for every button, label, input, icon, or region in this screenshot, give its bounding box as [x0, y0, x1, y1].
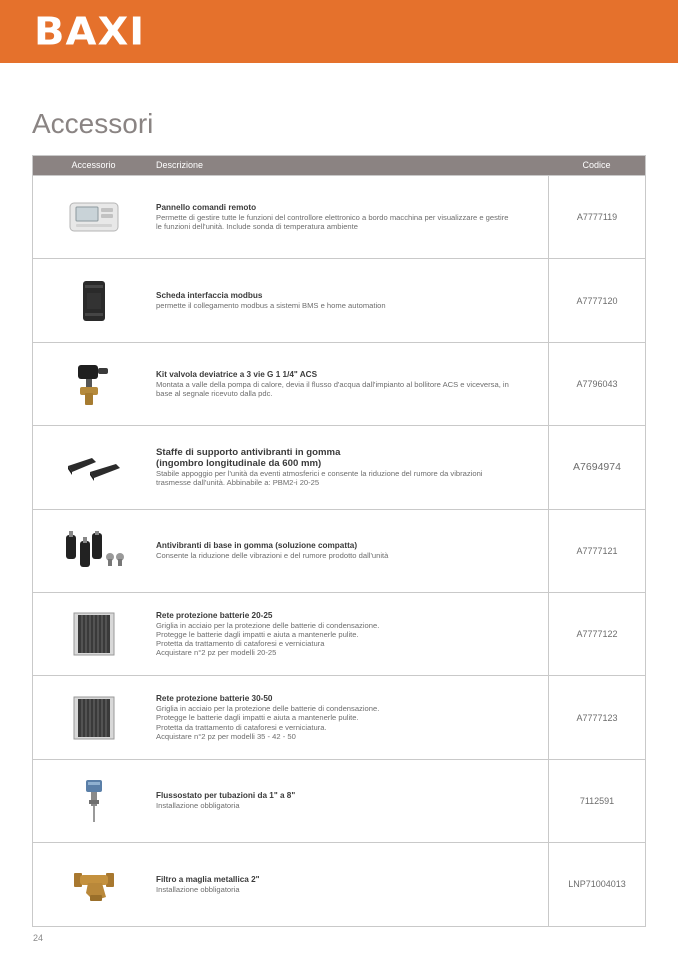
item-description-line: Stabile appoggio per l'unità da eventi atmosferici e consente la riduzione del rumore da vibrazioni [156, 469, 483, 479]
coil-protection-grid-icon [72, 611, 116, 657]
accessory-image-cell [33, 343, 154, 425]
accessory-image-cell [33, 426, 154, 508]
table-row [33, 675, 645, 758]
accessory-image-cell [33, 676, 154, 758]
table-row [33, 425, 645, 508]
description-cell [154, 843, 548, 925]
item-title: Rete protezione batterie 30-50 [156, 693, 273, 703]
product-code: A7796043 [548, 343, 645, 425]
metal-mesh-filter-icon [72, 865, 116, 903]
description-cell [154, 343, 548, 425]
description-cell [154, 259, 548, 341]
accessory-image-cell [33, 510, 154, 592]
item-description-line: Consente la riduzione delle vibrazioni e del rumore prodotto dall'unità [156, 551, 389, 561]
brand-logo: BAXI [34, 10, 146, 54]
table-row [33, 175, 645, 258]
item-title: Flussostato per tubazioni da 1" a 8" [156, 791, 296, 801]
item-title: Kit valvola deviatrice a 3 vie G 1 1/4" ACS [156, 369, 318, 379]
item-description-line: Protetta da trattamento di cataforesi e verniciatura. [156, 722, 327, 732]
item-description-line: Protegge le batterie dagli impatti e aiuta a mantenerle pulite. [156, 629, 359, 639]
product-code: LNP71004013 [548, 843, 645, 925]
accessory-image-cell [33, 760, 154, 842]
item-title: Rete protezione batterie 20-25 [156, 610, 273, 620]
item-subtitle: (ingombro longitudinale da 600 mm) [156, 458, 322, 470]
item-description-line: Installazione obbligatoria [156, 884, 240, 894]
product-code: A7694974 [548, 426, 645, 508]
column-header-code: Codice [582, 160, 611, 170]
table-row [33, 842, 645, 925]
page-title: Accessori [32, 108, 154, 139]
item-description-line: Griglia in acciaio per la protezione delle batterie di condensazione. [156, 703, 380, 713]
column-header-accessory: Accessorio [71, 160, 116, 170]
accessory-image-cell [33, 259, 154, 341]
accessories-table [32, 155, 646, 927]
description-cell [154, 676, 548, 758]
accessory-image-cell [33, 843, 154, 925]
table-row [33, 592, 645, 675]
rubber-support-brackets-icon [66, 452, 122, 482]
item-title: Scheda interfaccia modbus [156, 290, 263, 300]
product-code: 7112591 [548, 760, 645, 842]
three-way-valve-icon [74, 361, 114, 407]
item-description-line: Protegge le batterie dagli impatti e aiuta a mantenerle pulite. [156, 713, 359, 723]
item-description-line: Montata a valle della pompa di calore, devia il flusso d'acqua dall'impianto al bollitore ACS e viceversa, in [156, 379, 509, 389]
item-description-line: Acquistare n°2 pz per modelli 20-25 [156, 648, 277, 658]
item-description-line: Protetta da trattamento di cataforesi e verniciatura [156, 639, 325, 649]
product-code: A7777122 [548, 593, 645, 675]
accessory-image-cell [33, 593, 154, 675]
table-row [33, 509, 645, 592]
modbus-interface-board-icon [79, 279, 109, 323]
product-code: A7777119 [548, 176, 645, 258]
coil-protection-grid-icon [72, 695, 116, 741]
item-description-line: base al segnale ricevuto dalla pdc. [156, 388, 273, 398]
table-row [33, 342, 645, 425]
table-row [33, 759, 645, 842]
table-header [33, 156, 645, 175]
header-bar [0, 0, 678, 63]
column-header-description: Descrizione [156, 160, 204, 170]
description-cell [154, 510, 548, 592]
item-title: Staffe di supporto antivibranti in gomma [156, 447, 341, 459]
item-description-line: permette il collegamento modbus a sistemi BMS e home automation [156, 300, 386, 310]
description-cell [154, 176, 548, 258]
table-row [33, 258, 645, 341]
item-title: Filtro a maglia metallica 2" [156, 874, 260, 884]
description-cell [154, 593, 548, 675]
item-description-line: Permette di gestire tutte le funzioni del controllore elettronico a bordo macchina per visualizzare e gestire [156, 212, 509, 222]
page-number: 24 [33, 933, 44, 943]
rubber-dampers-icon [62, 531, 126, 571]
item-title: Pannello comandi remoto [156, 202, 257, 212]
product-code: A7777121 [548, 510, 645, 592]
item-description-line: trasmesse dall'unità. Abbinabile a: PBM2-i 20-25 [156, 478, 320, 488]
description-cell [154, 426, 548, 508]
item-description-line: le funzioni dell'unità. Include sonda di temperatura ambiente [156, 222, 358, 232]
accessory-image-cell [33, 176, 154, 258]
remote-control-panel-icon [68, 199, 120, 235]
item-description-line: Installazione obbligatoria [156, 801, 240, 811]
product-code: A7777120 [548, 259, 645, 341]
product-code: A7777123 [548, 676, 645, 758]
item-description-line: Acquistare n°2 pz per modelli 35 - 42 - 50 [156, 731, 296, 741]
flow-switch-icon [79, 778, 109, 824]
item-description-line: Griglia in acciaio per la protezione delle batterie di condensazione. [156, 620, 380, 630]
description-cell [154, 760, 548, 842]
item-title: Antivibranti di base in gomma (soluzione compatta) [156, 541, 358, 551]
